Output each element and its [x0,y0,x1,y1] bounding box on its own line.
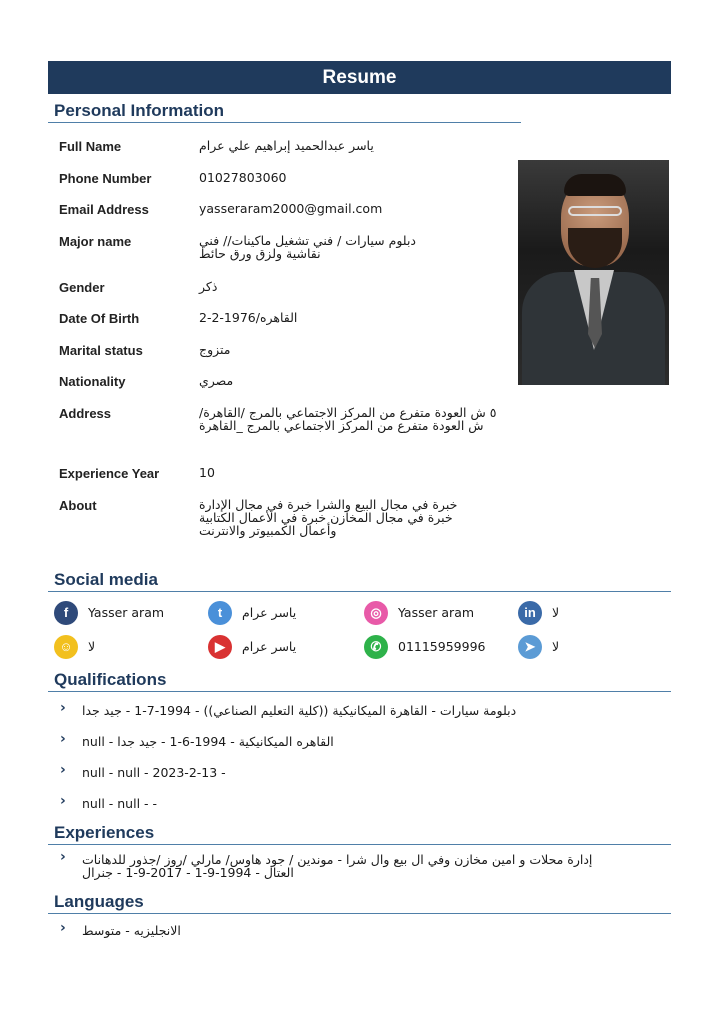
qualification-item: › دبلومة سيارات - القاهرة الميكانيكية ((كلية التعليم الصناعي)) - 1994-7-1 - جيد جدا [60,700,517,718]
info-label: Phone Number [59,171,152,186]
personal-information-title: Personal Information [48,100,521,123]
resume-banner: Resume [48,61,671,94]
social-media-title: Social media [48,569,671,592]
twitter-icon: t [208,601,232,625]
facebook-icon: f [54,601,78,625]
info-value: 01027803060 [199,170,287,185]
experience-item: › إدارة محلات و امين مخازن وفي ال بيع وال شرا - موندين / جود هاوس/ مارلي /روز /جذور للدهانات العتال - 1994-9-1 - 2017-9-1 - جنرال [60,849,593,880]
linkedin-icon: in [518,601,542,625]
chevron-right-icon: › [60,793,66,809]
social-item-text: ياسر عرام [242,639,297,654]
experiences-section [48,822,671,879]
personal-information-section [48,94,671,569]
info-label: Marital status [59,343,143,358]
qualifications-section [48,669,671,810]
chevron-right-icon: › [60,849,66,865]
info-label: Address [59,406,112,421]
qualification-item: › null - null - - [60,793,158,811]
info-value: خبرة في مجال البيع والشرا خبرة في مجال الإدارة خبرة في مجال المخازن خبرة في الأعمال الكتابية وأعمال الكمبيوتر والانترنت [199,497,458,538]
info-label: Date Of Birth [59,311,140,326]
language-item: › الانجليزيه - متوسط [60,920,181,938]
youtube-icon: ▶ [208,635,232,659]
info-value: دبلوم سيارات / فني تشغيل ماكينات// فني نقاشية ولزق ورق حائط [199,233,416,261]
instagram-icon: ◎ [364,601,388,625]
info-value: 2-2-1976/القاهره [199,310,298,325]
social-item-text: لا [552,605,560,620]
qualification-item: › null - null - 2023-2-13 - [60,762,226,780]
languages-section [48,891,671,937]
telegram-icon: ➤ [518,635,542,659]
social-item-text: لا [88,639,96,654]
languages-title: Languages [48,891,671,914]
experiences-title: Experiences [48,822,671,845]
qualifications-title: Qualifications [48,669,671,692]
chevron-right-icon: › [60,700,66,716]
info-label: Email Address [59,202,149,217]
info-value: متزوج [199,342,231,357]
info-label: Experience Year [59,466,160,481]
social-item-text: ياسر عرام [242,605,297,620]
info-label: Nationality [59,374,126,389]
qualification-item: › القاهره الميكانيكية - 1994-6-1 - جيد جدا - null [60,731,334,749]
info-label: Full Name [59,139,122,154]
info-value: ياسر عبدالحميد إبراهيم علي عرام [199,138,374,153]
resume-page [48,61,671,937]
social-item-text: لا [552,639,560,654]
social-media-section [48,569,671,669]
info-label: About [59,498,97,513]
social-item-text: 01115959996 [398,639,486,654]
info-label: Gender [59,280,105,295]
info-value: yasseraram2000@gmail.com [199,201,383,216]
info-value: 10 [199,465,215,480]
chevron-right-icon: › [60,920,66,936]
social-item-text: Yasser aram [398,605,475,620]
chevron-right-icon: › [60,762,66,778]
info-value: ٥ ش العودة متفرع من المركز الاجتماعي بالمرج /القاهرة/ ش العودة متفرع من المركز الاجتماعي بالمرج _القاهرة [199,405,497,433]
snapchat-icon: ☺ [54,635,78,659]
profile-photo [518,160,669,385]
info-value: مصري [199,373,234,388]
social-item-text: Yasser aram [88,605,165,620]
whatsapp-icon: ✆ [364,635,388,659]
info-label: Major name [59,234,132,249]
chevron-right-icon: › [60,731,66,747]
info-value: ذكر [199,279,218,294]
